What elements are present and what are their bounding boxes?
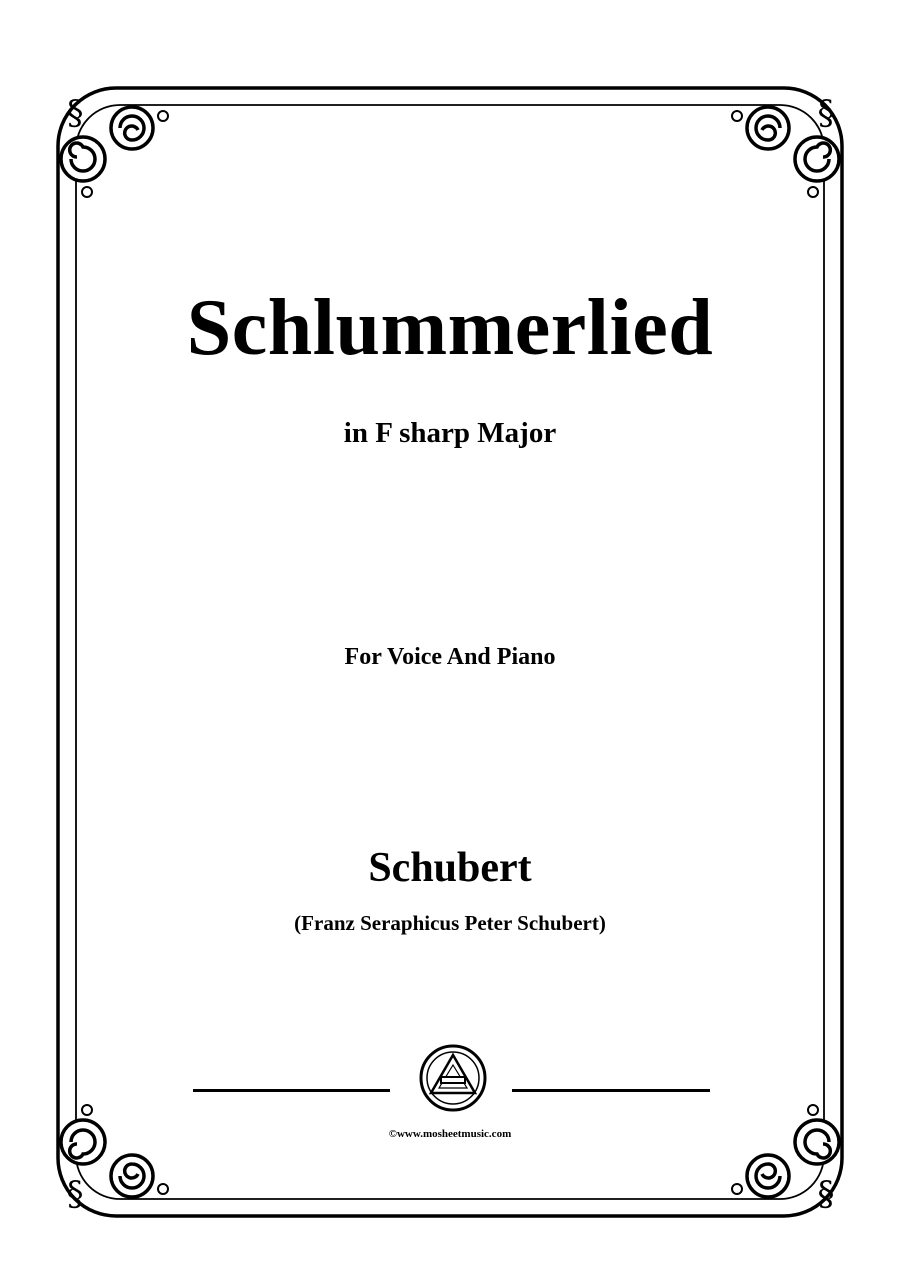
- instrumentation-label: For Voice And Piano: [344, 644, 556, 670]
- composer-name: Schubert: [368, 845, 532, 891]
- copyright-text: ©www.mosheetmusic.com: [388, 1128, 512, 1140]
- section-sign-icon: §: [66, 93, 84, 133]
- key-subtitle: in F sharp Major: [343, 417, 557, 449]
- footer-rule-left: [193, 1089, 390, 1092]
- section-sign-icon: §: [817, 93, 835, 133]
- publisher-seal-icon: [418, 1043, 488, 1113]
- footer-rule-right: [512, 1089, 710, 1092]
- corner-scroll-bottom-right: [732, 1105, 839, 1214]
- section-sign-icon: §: [817, 1174, 835, 1214]
- page-title: Schlummerlied: [186, 284, 714, 372]
- corner-scroll-top-right: [732, 93, 839, 197]
- section-sign-icon: §: [66, 1174, 84, 1214]
- corner-scroll-bottom-left: [61, 1105, 168, 1214]
- corner-scroll-top-left: [61, 93, 168, 197]
- composer-full-name: (Franz Seraphicus Peter Schubert): [294, 911, 606, 935]
